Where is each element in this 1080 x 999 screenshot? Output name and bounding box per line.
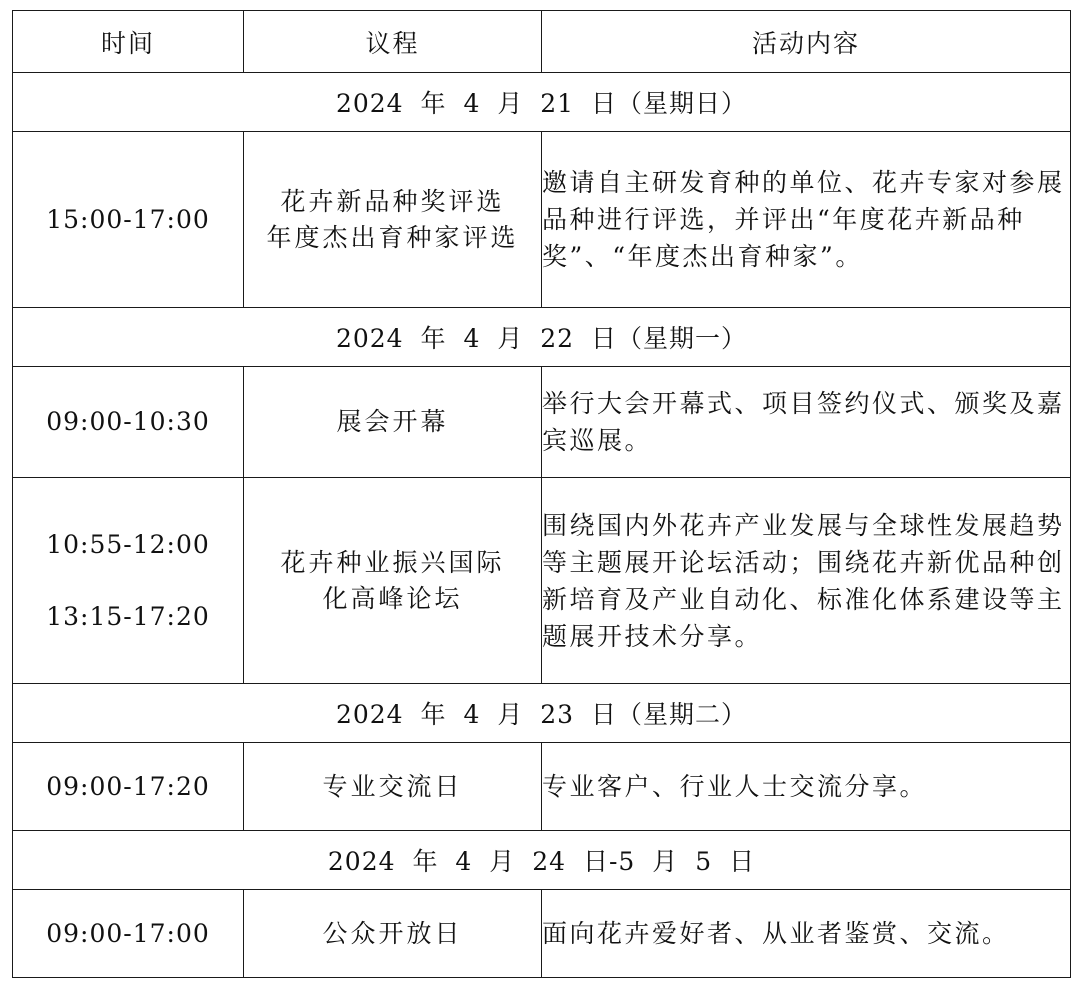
agenda-cell — [244, 367, 542, 478]
agenda-cell — [244, 743, 542, 831]
agenda-line: 展会开幕 — [336, 407, 449, 436]
date-row — [13, 684, 1071, 743]
time-cell — [13, 478, 244, 684]
content-cell: 面向花卉爱好者、从业者鉴赏、交流。 — [542, 890, 1071, 978]
content-cell: 邀请自主研发育种的单位、花卉专家对参展品种进行评选，并评出“年度花卉新品种奖”、“年度杰出育种家”。 — [542, 132, 1071, 308]
agenda-line: 花卉种业振兴国际 — [280, 547, 505, 577]
time-cell — [13, 367, 244, 478]
header-time: 时间 — [13, 11, 244, 73]
agenda-line: 年度杰出育种家评选 — [266, 222, 519, 252]
time-slot: 09:00-17:20 — [46, 771, 210, 801]
time-cell — [13, 890, 244, 978]
schedule-table — [12, 10, 1071, 978]
agenda-line: 花卉新品种奖评选 — [280, 186, 505, 216]
time-slot: 15:00-17:00 — [46, 204, 210, 234]
time-spacer — [13, 563, 243, 599]
date-row — [13, 831, 1071, 890]
table-row — [13, 132, 1071, 308]
time-cell — [13, 743, 244, 831]
header-content: 活动内容 — [542, 11, 1071, 73]
date-cell: 2024 年 4 月 21 日（星期日） — [13, 73, 1071, 132]
agenda-line: 专业交流日 — [322, 771, 463, 801]
date-cell: 2024 年 4 月 24 日-5 月 5 日 — [13, 831, 1071, 890]
date-cell: 2024 年 4 月 22 日（星期一） — [13, 308, 1071, 367]
table-row — [13, 890, 1071, 978]
header-agenda: 议程 — [244, 11, 542, 73]
content-cell: 专业客户、行业人士交流分享。 — [542, 743, 1071, 831]
agenda-cell — [244, 478, 542, 684]
time-slot: 13:15-17:20 — [46, 601, 210, 631]
time-slot: 10:55-12:00 — [46, 529, 210, 559]
agenda-cell — [244, 132, 542, 308]
table-row — [13, 367, 1071, 478]
content-cell: 围绕国内外花卉产业发展与全球性发展趋势等主题展开论坛活动；围绕花卉新优品种创新培育及产业自动化、标准化体系建设等主题展开技术分享。 — [542, 478, 1071, 684]
time-cell — [13, 132, 244, 308]
agenda-cell — [244, 890, 542, 978]
agenda-line: 公众开放日 — [322, 918, 463, 948]
agenda-line: 化高峰论坛 — [322, 583, 463, 613]
time-slot: 09:00-10:30 — [46, 407, 210, 436]
header-row — [13, 11, 1071, 73]
time-slot: 09:00-17:00 — [46, 918, 210, 948]
table-row — [13, 478, 1071, 684]
table-row — [13, 743, 1071, 831]
date-row — [13, 308, 1071, 367]
content-cell: 举行大会开幕式、项目签约仪式、颁奖及嘉宾巡展。 — [542, 367, 1071, 478]
date-cell: 2024 年 4 月 23 日（星期二） — [13, 684, 1071, 743]
date-row — [13, 73, 1071, 132]
